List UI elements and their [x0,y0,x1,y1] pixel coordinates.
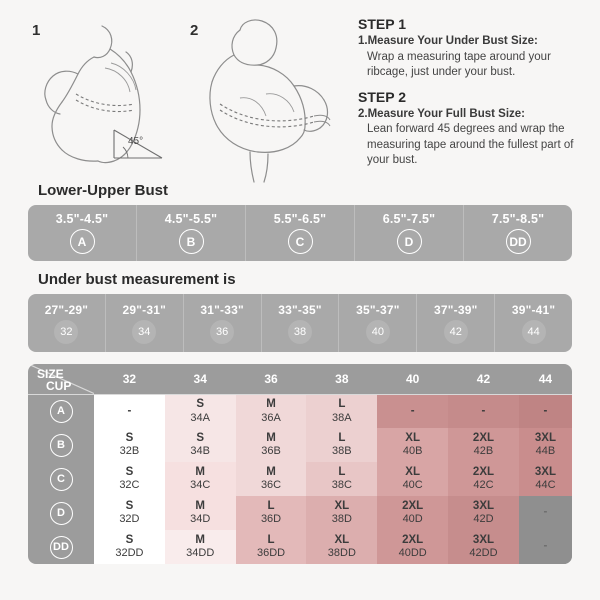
cup-cell-dd [464,205,572,261]
top-section [0,0,600,180]
cell-code: 32DD [115,547,144,560]
cell-size: 2XL [472,466,495,479]
cell-d-42 [448,496,519,530]
matrix-col-38: 38 [306,364,377,394]
cell-code: 40DD [398,547,427,560]
underbust-band-38: 38 [288,320,312,344]
cell-code: 38A [332,411,352,424]
step-2 [358,89,590,169]
matrix-corner-cell [28,364,94,394]
table-row [28,462,572,496]
cell-code: 42D [473,513,494,526]
cell-code: 34DD [186,547,215,560]
figure-1-underbust [10,8,180,180]
cell-dd-38 [306,530,377,564]
cell-c-36 [236,462,307,496]
step-2-title: STEP 2 [358,88,406,105]
cup-letter-dd: DD [506,229,531,254]
matrix-row-label-dd [28,530,94,564]
angle-label: 45° [128,136,144,147]
cell-code: 42C [473,479,494,492]
cell-code: 40B [402,445,423,458]
matrix-row-label-a [28,394,94,428]
cell-size: L [267,534,275,547]
cell-d-34 [165,496,236,530]
underbust-cell-34 [106,294,184,352]
cup-section-heading: Lower-Upper Bust [38,182,169,199]
cell-code: 36DD [256,547,286,560]
cell-d-40 [377,496,448,530]
cell-c-32 [94,462,165,496]
cell-code: 34A [190,411,210,424]
cell-a-34 [165,394,236,428]
cell-code: 38C [331,479,352,492]
underbust-band-36: 36 [210,320,234,344]
table-row [28,530,572,564]
cell-a-32 [94,394,165,428]
cell-size: - [481,404,486,417]
cell-size: L [338,398,346,411]
row-cup-letter: C [50,468,73,491]
underbust-band-44: 44 [522,320,546,344]
cell-code: 34B [190,445,210,458]
matrix-row-label-d [28,496,94,530]
cell-size: S [125,500,134,513]
cell-d-44 [519,496,572,530]
cell-c-44 [519,462,572,496]
cell-size: - [127,404,132,417]
matrix-col-44: 44 [519,364,572,394]
cell-dd-40 [377,530,448,564]
figure-2-illustration [180,8,350,183]
cell-code: 36B [261,445,281,458]
cell-b-38 [306,428,377,462]
cup-range-b: 4.5"-5.5" [164,212,218,226]
cell-size: M [266,432,276,445]
step-2-body: Lean forward 45 degrees and wrap the measuring tape around the fullest part of your bust. [367,123,574,167]
cell-size: - [543,540,548,553]
cell-size: S [125,432,134,445]
table-row [28,428,572,462]
cell-code: 32C [119,479,140,492]
underbust-cell-36 [184,294,262,352]
cell-code: 34D [190,513,211,526]
matrix-header-row [28,364,572,394]
cell-a-38 [306,394,377,428]
matrix-col-36: 36 [236,364,307,394]
steps-text [350,8,590,180]
cup-letter-c: C [288,229,313,254]
cell-size: XL [334,534,350,547]
matrix-cup-label: CUP [46,379,72,393]
cell-a-42 [448,394,519,428]
cell-b-32 [94,428,165,462]
underbust-band-42: 42 [444,320,468,344]
cell-size: L [267,500,275,513]
underbust-band-40: 40 [366,320,390,344]
size-matrix [28,364,572,564]
matrix-size-label: SIZE [37,367,64,381]
cell-size: M [195,466,206,479]
row-cup-letter: D [50,502,73,525]
cell-c-34 [165,462,236,496]
cell-size: 2XL [472,432,495,445]
cell-b-40 [377,428,448,462]
figure-2-fullbust [180,8,350,180]
figure-1-number: 1 [32,22,41,39]
step-2-subtitle: 2.Measure Your Full Bust Size: [358,107,526,120]
cell-size: - [543,404,548,417]
cell-code: 38DD [327,547,356,560]
cell-dd-36 [236,530,307,564]
underbust-band-32: 32 [54,320,78,344]
cell-code: 38D [331,513,352,526]
matrix-col-42: 42 [448,364,519,394]
underbust-cell-44 [495,294,572,352]
cell-code: 44B [535,445,556,458]
cup-cell-c [246,205,355,261]
cell-dd-34 [165,530,236,564]
cell-size: - [410,404,415,417]
figure-2-number: 2 [190,22,199,39]
cup-range-dd: 7.5"-8.5" [491,212,545,226]
cell-size: XL [334,500,350,513]
step-1-subtitle: 1.Measure Your Under Bust Size: [358,35,538,47]
underbust-cell-42 [417,294,495,352]
cell-size: S [196,398,205,411]
underbust-range-38: 33"-35" [278,302,322,317]
matrix-row-label-b [28,428,94,462]
cell-size: 2XL [402,500,424,513]
cell-size: S [196,432,205,445]
cell-size: 3XL [472,534,495,547]
underbust-range-32: 27"-29" [44,302,89,317]
underbust-band-34: 34 [132,320,156,344]
cell-dd-32 [94,530,165,564]
underbust-cell-32 [28,294,106,352]
cup-letter-b: B [179,229,204,254]
cup-cell-a [28,205,137,261]
table-row [28,394,572,428]
cup-cell-d [355,205,464,261]
cell-dd-44 [519,530,572,564]
row-cup-letter: A [50,400,73,423]
cell-size: 2XL [402,534,424,547]
cell-size: 3XL [472,500,495,513]
cell-size: S [125,534,134,547]
cell-a-44 [519,394,572,428]
underbust-cell-38 [262,294,340,352]
cell-size: XL [405,432,420,445]
step-1 [358,16,590,81]
cell-size: M [195,500,206,513]
cell-size: L [338,432,346,445]
underbust-range-42: 37"-39" [433,302,478,317]
underbust-section-heading: Under bust measurement is [38,271,236,288]
matrix-col-40: 40 [377,364,448,394]
cell-size: - [543,506,548,519]
cell-code: 40C [402,479,423,492]
matrix-col-32: 32 [94,364,165,394]
cell-code: 40D [402,513,423,526]
matrix-row-label-c [28,462,94,496]
cell-code: 36D [260,513,282,526]
row-cup-letter: DD [50,536,73,559]
cell-b-36 [236,428,307,462]
cell-c-42 [448,462,519,496]
cell-dd-42 [448,530,519,564]
cell-code: 42B [473,445,494,458]
underbust-cell-40 [339,294,417,352]
underbust-range-36: 31"-33" [200,302,244,317]
cell-code: 44C [535,479,556,492]
underbust-range-44: 39"-41" [511,302,556,317]
cell-code: 32D [119,513,140,526]
table-row [28,496,572,530]
cell-size: M [195,534,206,547]
cell-c-40 [377,462,448,496]
cell-code: 36C [260,479,282,492]
cup-range-d: 6.5"-7.5" [382,212,436,226]
cell-a-36 [236,394,307,428]
cell-b-34 [165,428,236,462]
underbust-band [28,294,572,352]
cell-size: M [266,398,276,411]
cell-code: 36A [261,411,281,424]
underbust-range-40: 35"-37" [356,302,400,317]
cell-d-38 [306,496,377,530]
cell-c-38 [306,462,377,496]
cup-range-c: 5.5"-6.5" [273,212,327,226]
cell-b-44 [519,428,572,462]
cup-cell-b [137,205,246,261]
cell-size: 3XL [534,432,556,445]
cell-size: XL [405,466,420,479]
cell-code: 38B [332,445,352,458]
cell-size: L [338,466,346,479]
cell-size: S [125,466,134,479]
cell-b-42 [448,428,519,462]
cup-letter-d: D [397,229,422,254]
cell-a-40 [377,394,448,428]
cup-range-a: 3.5"-4.5" [55,212,109,226]
cell-d-32 [94,496,165,530]
cup-band [28,205,572,261]
row-cup-letter: B [50,434,73,457]
cell-code: 32B [119,445,140,458]
cell-size: M [266,466,276,479]
step-1-body: Wrap a measuring tape around your ribcage, just under your bust. [367,50,551,79]
cell-code: 42DD [469,547,498,560]
cup-letter-a: A [70,229,95,254]
cell-code: 34C [190,479,211,492]
matrix-col-34: 34 [165,364,236,394]
underbust-range-34: 29"-31" [122,302,167,317]
cell-d-36 [236,496,307,530]
cell-size: 3XL [534,466,556,479]
step-1-title: STEP 1 [358,16,406,32]
